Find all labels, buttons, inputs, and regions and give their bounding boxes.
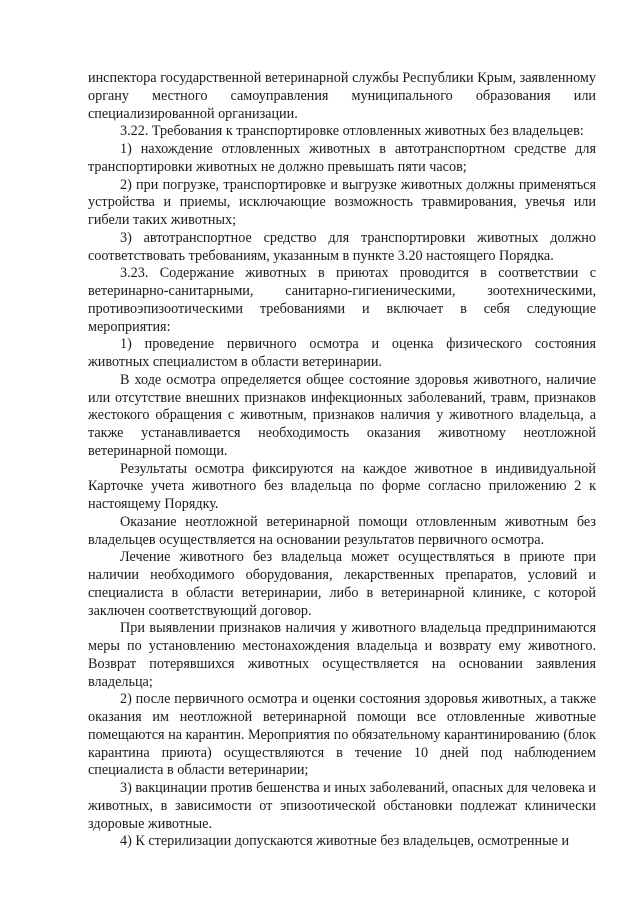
paragraph-3-22-item-1: 1) нахождение отловленных животных в автотранспортном средстве для транспортировки животных не должно превышать пяти часов; bbox=[88, 141, 596, 175]
paragraph-3-22-item-3: 3) автотранспортное средство для транспортировки животных должно соответствовать требованиям, указанным в пункте 3.20 настоящего Порядка. bbox=[88, 229, 596, 264]
paragraph-exam-description: В ходе осмотра определяется общее состояние здоровья животного, наличие или отсутствие внешних признаков инфекционных заболеваний, травм, признаков жестокого обращения с животным, признаков наличия у животного владельца, а также устанавливается необходимость оказания животному неотложной ветеринарной помощи. bbox=[88, 371, 596, 459]
paragraph-emergency-care: Оказание неотложной ветеринарной помощи отловленным животным без владельцев осуществляется на основании результатов первичного осмотра. bbox=[88, 513, 596, 548]
paragraph-3-23-item-1: 1) проведение первичного осмотра и оценка физического состояния животных специалистом в области ветеринарии. bbox=[88, 336, 596, 370]
paragraph-3-23: 3.23. Содержание животных в приютах проводится в соответствии с ветеринарно-санитарными, санитарно-гигиеническими, зоотехническими, противоэпизоотическими требованиями и включает в себя следующие мероприятия: bbox=[88, 265, 596, 335]
paragraph-3-23-item-4: 4) К стерилизации допускаются животные без владельцев, осмотренные и bbox=[120, 833, 570, 850]
document-body bbox=[88, 70, 596, 851]
paragraph-3-23-item-2: 2) после первичного осмотра и оценки состояния здоровья животных, а также оказания им неотложной ветеринарной помощи все отловленные животные помещаются на карантин. Мероприятия по обязательному карантинированию (блок карантина приюта) осуществляются в течение 10 дней под наблюдением специалиста в области ветеринарии; bbox=[88, 691, 596, 779]
paragraph-owner-return: При выявлении признаков наличия у животного владельца предпринимаются меры по установлению местонахождения владельца и возврату ему животного. Возврат потерявшихся животных осуществляется на основании заявления владельца; bbox=[88, 620, 596, 690]
paragraph-continuation: инспектора государственной ветеринарной службы Республики Крым, заявленному органу местного самоуправления муниципального образования или специализированной организации. bbox=[88, 70, 596, 122]
paragraph-treatment: Лечение животного без владельца может осуществляться в приюте при наличии необходимого оборудования, лекарственных препаратов, условий и специалиста в области ветеринарии, либо в ветеринарной клинике, с которой заключен соответствующий договор. bbox=[88, 549, 596, 619]
paragraph-3-23-item-3: 3) вакцинации против бешенства и иных заболеваний, опасных для человека и животных, в зависимости от эпизоотической обстановки подлежат клинически здоровые животные. bbox=[88, 780, 596, 832]
paragraph-3-22-item-2: 2) при погрузке, транспортировке и выгрузке животных должны применяться устройства и приемы, исключающие возможность травмирования, увечья или гибели таких животных; bbox=[88, 176, 596, 228]
paragraph-exam-results: Результаты осмотра фиксируются на каждое животное в индивидуальной Карточке учета животного без владельца по форме согласно приложению 2 к настоящему Порядку. bbox=[88, 460, 596, 512]
paragraph-3-22: 3.22. Требования к транспортировке отловленных животных без владельцев: bbox=[120, 123, 584, 140]
